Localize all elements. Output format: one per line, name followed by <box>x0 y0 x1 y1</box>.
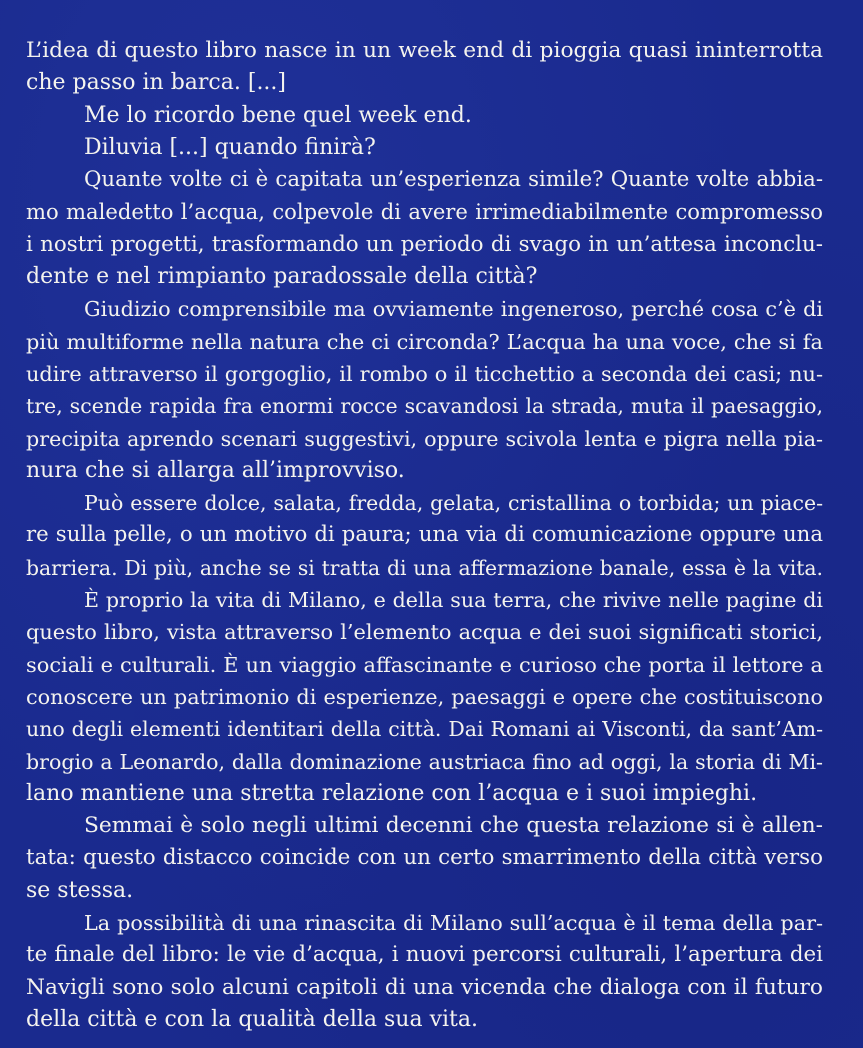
text-line: Diluvia [...] quando finirà? <box>84 134 376 160</box>
text-line: udire attraverso il gorgoglio, il rombo o il ticchettio a seconda dei casi; nu- <box>26 361 823 386</box>
text-line: questo libro, vista attraverso l’elemento acqua e dei suoi significati storici, <box>26 620 823 645</box>
text-line: che passo in barca. [...] <box>26 70 287 96</box>
text-line: precipita aprendo scenari suggestivi, oppure scivola lenta e pigra nella pia- <box>26 426 823 451</box>
text-line: lano mantiene una stretta relazione con l’acqua e i suoi impieghi. <box>26 780 758 806</box>
text-line: te finale del libro: le vie d’acqua, i nuovi percorsi culturali, l’apertura dei <box>26 942 823 968</box>
text-line: Me lo ricordo bene quel week end. <box>84 102 472 128</box>
text-line: della città e con la qualità della sua vita. <box>26 1006 478 1032</box>
text-line: i nostri progetti, trasformando un periodo di svago in un’attesa inconclu- <box>26 231 823 257</box>
text-line: conoscere un patrimonio di esperienze, paesaggi e opere che costituiscono <box>26 684 823 709</box>
text-line: È proprio la vita di Milano, e della sua terra, che rivive nelle pagine di <box>84 588 823 613</box>
text-line: brogio a Leonardo, dalla dominazione austriaca fino ad oggi, la storia di Mi- <box>26 749 823 774</box>
text-line: più multiforme nella natura che ci circonda? L’acqua ha una voce, che si fa <box>26 329 823 354</box>
text-line: se stessa. <box>26 877 134 903</box>
text-line: Può essere dolce, salata, fredda, gelata, cristallina o torbida; un piace- <box>84 491 823 516</box>
text-line: uno degli elementi identitari della città. Dai Romani ai Visconti, da sant’Am- <box>26 717 823 742</box>
text-line: tata: questo distacco coincide con un certo smarrimento della città verso <box>26 845 823 871</box>
text-line: mo maledetto l’acqua, colpevole di avere irrimediabilmente compromesso <box>26 199 823 225</box>
text-line: Giudizio comprensibile ma ovviamente ingeneroso, perché cosa c’è di <box>84 297 823 322</box>
text-line: nura che si allarga all’improvviso. <box>26 457 405 483</box>
text-line: Semmai è solo negli ultimi decenni che questa relazione si è allen- <box>84 813 823 839</box>
text-line: La possibilità di una rinascita di Milano sull’acqua è il tema della par- <box>84 911 823 936</box>
text-line: tre, scende rapida fra enormi rocce scavandosi la strada, muta il paesaggio, <box>26 394 823 419</box>
text-line: re sulla pelle, o un motivo di paura; una via di comunicazione oppure una <box>26 522 823 548</box>
text-line: L’idea di questo libro nasce in un week end di pioggia quasi ininterrotta <box>26 38 823 63</box>
text-line: dente e nel rimpianto paradossale della città? <box>26 264 538 290</box>
text-line: sociali e culturali. È un viaggio affascinante e curioso che porta il lettore a <box>26 652 823 677</box>
text-line: barriera. Di più, anche se si tratta di una affermazione banale, essa è la vita. <box>26 555 823 580</box>
text-line: Navigli sono solo alcuni capitoli di una vicenda che dialoga con il futuro <box>26 974 823 1000</box>
text-line: Quante volte ci è capitata un’esperienza simile? Quante volte abbia- <box>84 167 823 193</box>
